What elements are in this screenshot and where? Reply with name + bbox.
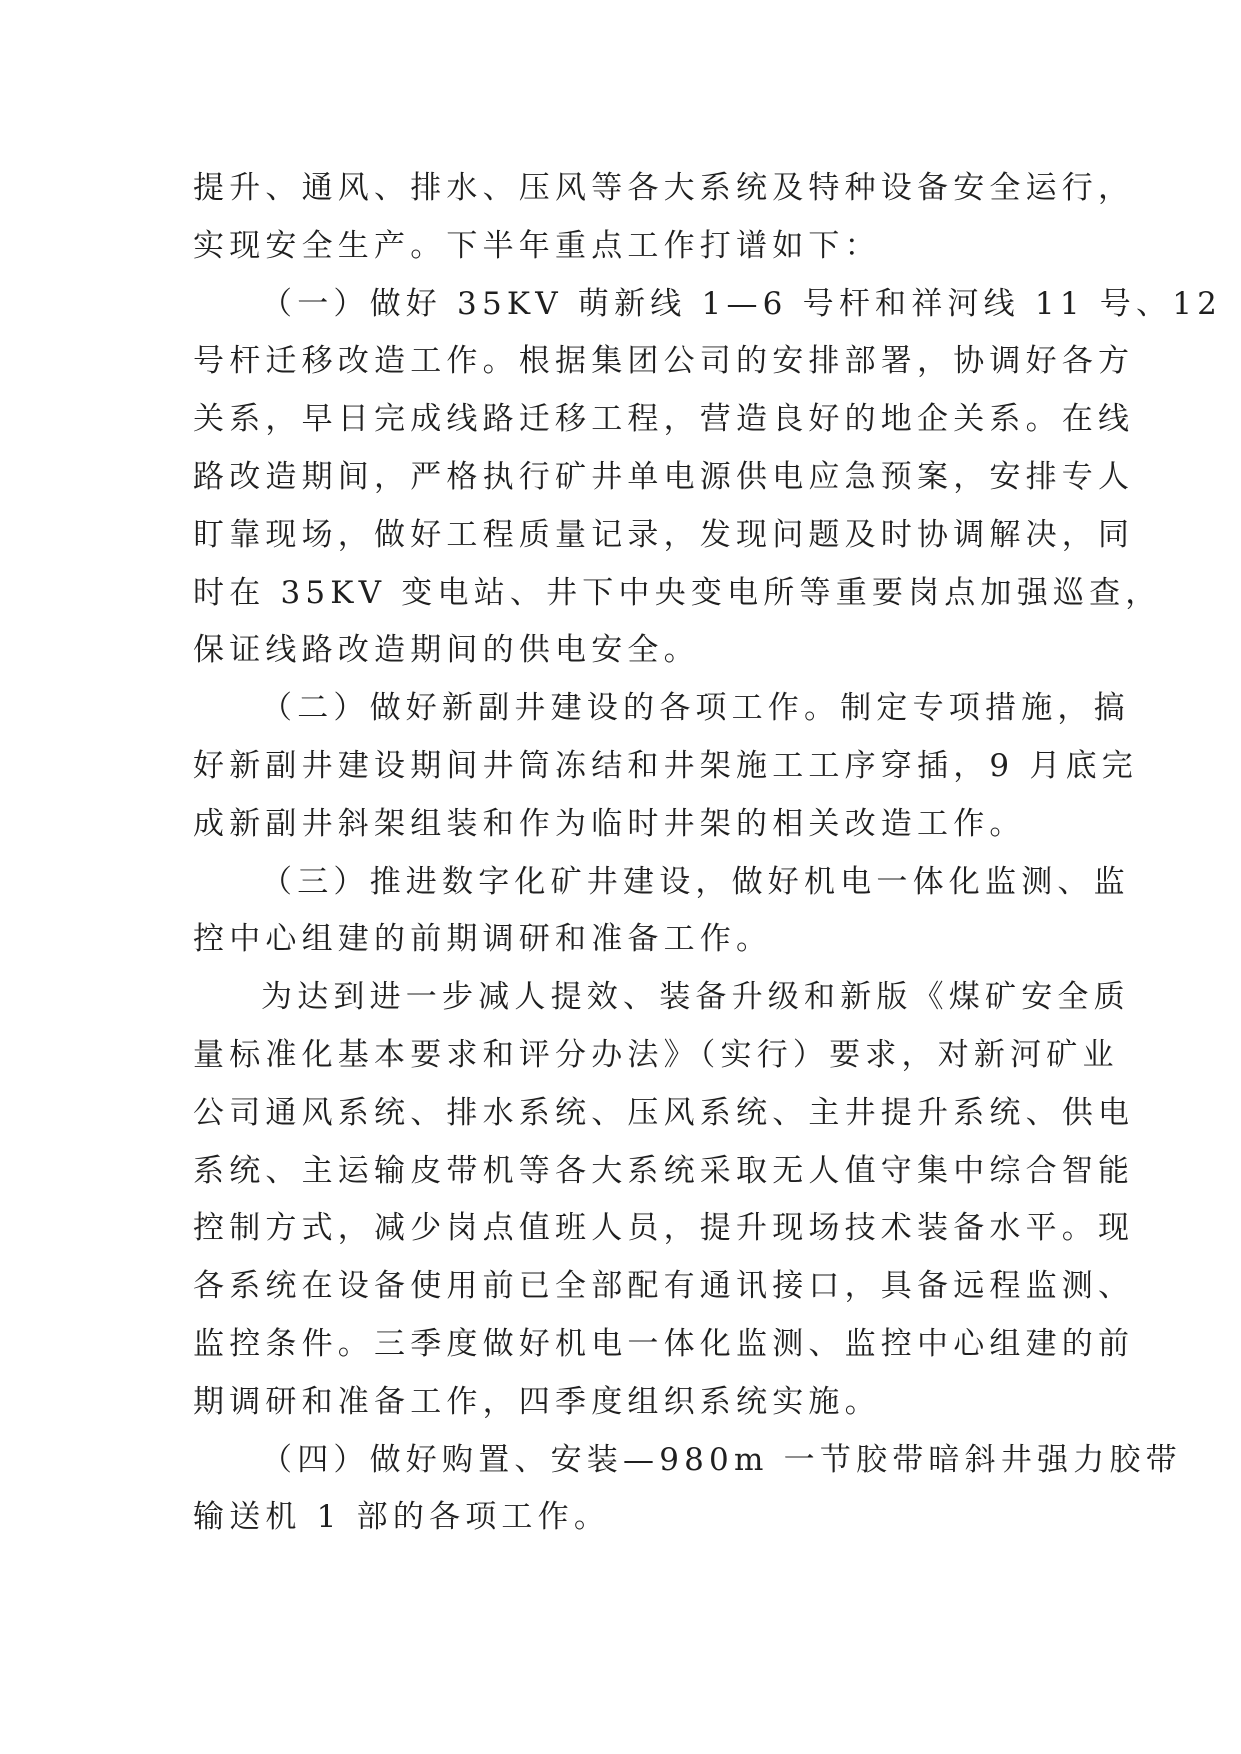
text-line: 提升、通风、排水、压风等各大系统及特种设备安全运行， <box>193 170 1135 206</box>
paragraph-start-line: 为达到进一步减人提效、装备升级和新版《煤矿安全质 <box>261 979 1130 1016</box>
document-body <box>193 160 1223 1547</box>
text-line: 期调研和准备工作，四季度组织系统实施。 <box>193 1383 881 1420</box>
text-line: 盯靠现场，做好工程质量记录，发现问题及时协调解决，同 <box>193 516 1135 553</box>
paragraph-start-line: （三）推进数字化矿井建设，做好机电一体化监测、监 <box>261 863 1130 900</box>
text-line: 各系统在设备使用前已全部配有通讯接口，具备远程监测、 <box>193 1268 1135 1305</box>
text-line: 号杆迁移改造工作。根据集团公司的安排部署，协调好各方 <box>193 343 1135 380</box>
text-line: 监控条件。三季度做好机电一体化监测、监控中心组建的前 <box>193 1325 1135 1362</box>
text-line: 实现安全生产。下半年重点工作打谱如下： <box>193 227 881 264</box>
text-line: 控制方式，减少岗点值班人员，提升现场技术装备水平。现 <box>193 1210 1135 1247</box>
text-line: 成新副井斜架组装和作为临时井架的相关改造工作。 <box>193 805 1026 842</box>
text-line: 关系，早日完成线路迁移工程，营造良好的地企关系。在线 <box>193 401 1135 438</box>
paragraph-start-line: （四）做好购置、安装—980m 一节胶带暗斜井强力胶带 <box>261 1441 1182 1478</box>
text-line: 输送机 1 部的各项工作。 <box>193 1499 611 1536</box>
text-line: 控中心组建的前期调研和准备工作。 <box>193 921 773 958</box>
paragraph-start-line: （二）做好新副井建设的各项工作。制定专项措施，搞 <box>261 690 1130 727</box>
text-line: 公司通风系统、排水系统、压风系统、主井提升系统、供电 <box>193 1094 1135 1131</box>
text-line: 量标准化基本要求和评分办法》（实行）要求，对新河矿业 <box>193 1036 1119 1073</box>
text-line: 时在 35KV 变电站、井下中央变电所等重要岗点加强巡查， <box>193 574 1162 611</box>
text-line: 路改造期间，严格执行矿井单电源供电应急预案，安排专人 <box>193 458 1135 495</box>
text-line: 好新副井建设期间井筒冻结和井架施工工序穿插，9 月底完 <box>193 747 1138 784</box>
paragraph-start-line: （一）做好 35KV 萌新线 1—6 号杆和祥河线 11 号、12 <box>261 285 1223 322</box>
text-line: 保证线路改造期间的供电安全。 <box>193 632 700 669</box>
text-line: 系统、主运输皮带机等各大系统采取无人值守集中综合智能 <box>193 1152 1135 1189</box>
